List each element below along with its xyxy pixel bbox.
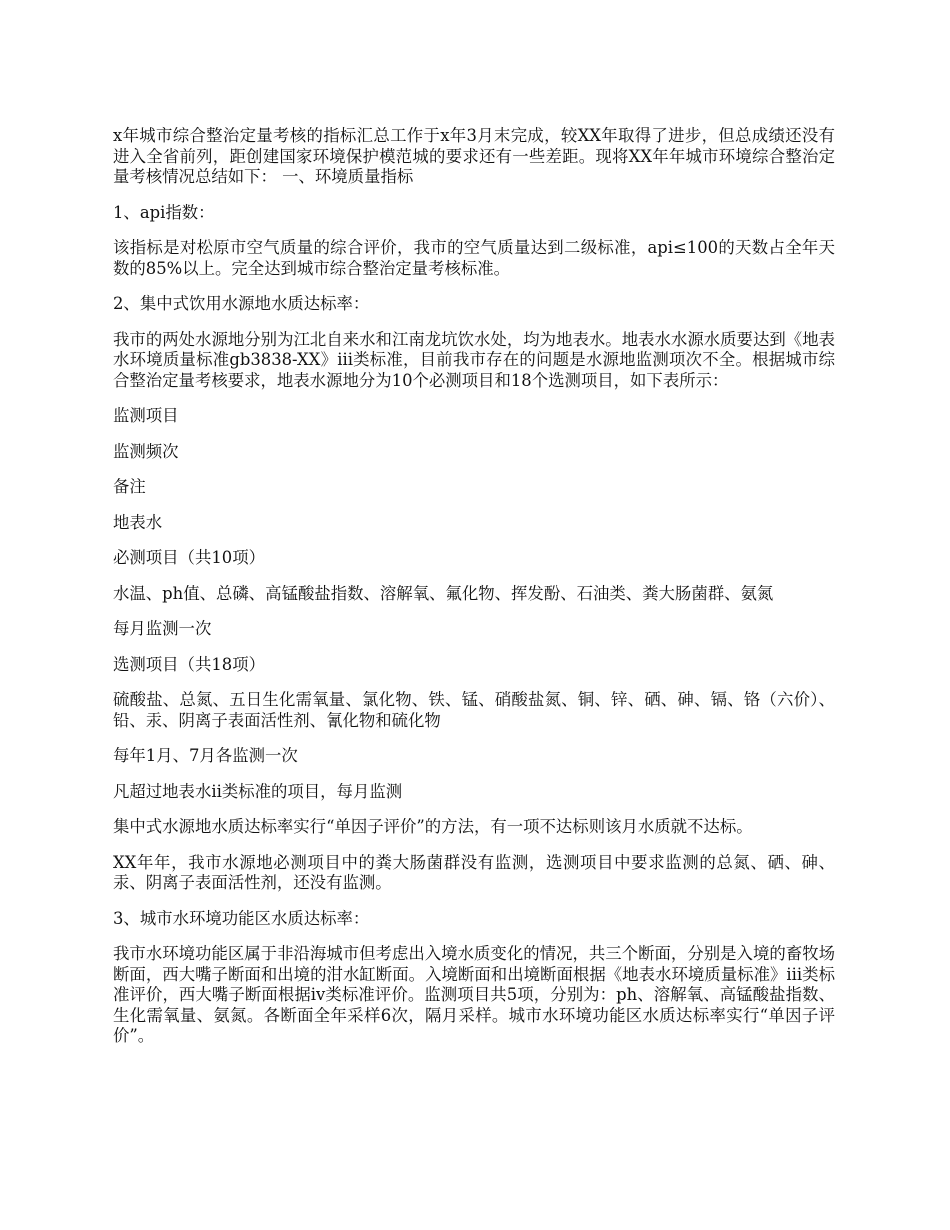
table-cell-surface-water: 地表水	[113, 512, 163, 532]
water-source-paragraph: 我市的两处水源地分别为江北自来水和江南龙坑饮水处，均为地表水。地表水水源水质要达到《地表水环境质量标准gb3838-XX》iii类标准，目前我市存在的问题是水源地监测项次不全。根据城市综合整治定量考核要求，地表水源地分为10个必测项目和18个选测项目，如下表所示：	[113, 329, 835, 390]
section-heading-water-source: 2、集中式饮用水源地水质达标率：	[113, 294, 370, 313]
table-cell-optional-frequency: 每年1月、7月各监测一次	[113, 746, 298, 765]
table-header-remark: 备注	[113, 477, 146, 496]
section-heading-function-zone: 3、城市水环境功能区水质达标率：	[113, 908, 370, 928]
document-body	[113, 126, 835, 1062]
table-cell-required-frequency: 每月监测一次	[113, 619, 212, 638]
function-zone-paragraph: 我市水环境功能区属于非沿海城市但考虑出入境水质变化的情况，共三个断面，分别是入境的畜牧场断面，西大嘴子断面和出境的泔水缸断面。入境断面和出境断面根据《地表水环境质量标准》iii类标准评价，西大嘴子断面根据iv类标准评价。监测项目共5项，分别为：ph、溶解氧、高锰酸盐指数、生化需氧量、氨氮。各断面全年采样6次，隔月采样。城市水环境功能区水质达标率实行“单因子评价”。	[113, 944, 835, 1045]
table-cell-required-items-list: 水温、ph值、总磷、高锰酸盐指数、溶解氧、氟化物、挥发酚、石油类、粪大肠菌群、氨氮	[113, 583, 774, 603]
table-cell-remark: 凡超过地表水ii类标准的项目，每月监测	[113, 781, 403, 801]
table-cell-optional-items-title: 选测项目（共18项）	[113, 654, 265, 674]
monitoring-gap-paragraph: XX年年，我市水源地必测项目中的粪大肠菌群没有监测，选测项目中要求监测的总氮、硒、砷、汞、阴离子表面活性剂，还没有监测。	[113, 852, 835, 892]
api-paragraph: 该指标是对松原市空气质量的综合评价，我市的空气质量达到二级标准，api≤100的天数占全年天数的85%以上。完全达到城市综合整治定量考核标准。	[113, 238, 835, 278]
intro-paragraph: x年城市综合整治定量考核的指标汇总工作于x年3月末完成，较XX年取得了进步，但总成绩还没有进入全省前列，距创建国家环境保护模范城的要求还有一些差距。现将XX年年城市环境综合整治定量考核情况总结如下： 一、环境质量指标	[113, 126, 835, 186]
table-cell-required-items-title: 必测项目（共10项）	[113, 548, 265, 567]
section-heading-api: 1、api指数：	[113, 202, 215, 222]
table-cell-optional-items-list: 硫酸盐、总氮、五日生化需氧量、氯化物、铁、锰、硝酸盐氮、铜、锌、硒、砷、镉、铬（六价）、铅、汞、阴离子表面活性剂、氰化物和硫化物	[113, 690, 835, 730]
table-header-frequency: 监测频次	[113, 441, 179, 461]
evaluation-method-paragraph: 集中式水源地水质达标率实行“单因子评价”的方法，有一项不达标则该月水质就不达标。	[113, 817, 753, 836]
table-header-item: 监测项目	[113, 406, 179, 425]
